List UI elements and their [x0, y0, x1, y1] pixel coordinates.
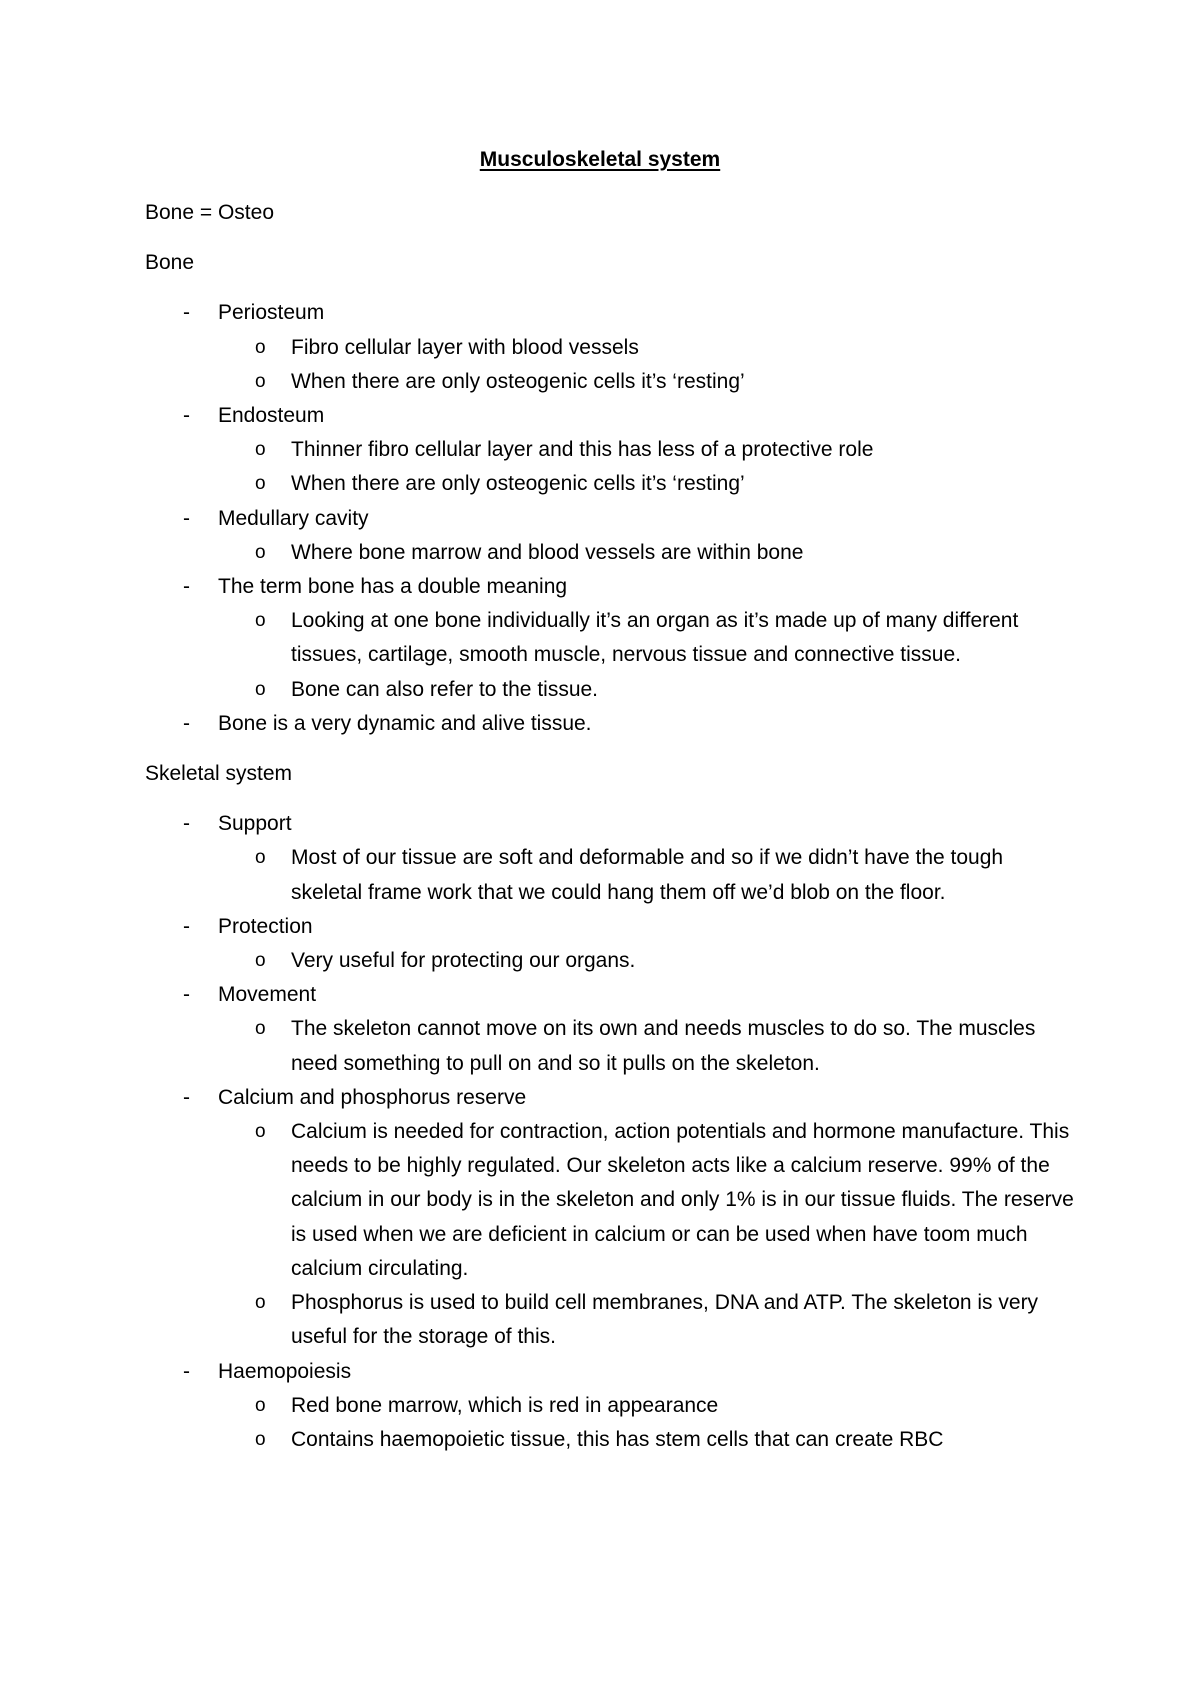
circle-bullet: o	[255, 370, 266, 392]
sub-list-item-text: Looking at one bone individually it’s an organ as it’s made up of many different tissues, cartilage, smooth muscle, nervous tissue and connective tissue.	[291, 609, 1019, 667]
sub-list-item	[218, 1115, 1075, 1286]
document-body	[145, 196, 1075, 1473]
dash-bullet: -	[183, 506, 190, 530]
sub-list-item-text: Bone can also refer to the tissue.	[291, 677, 599, 701]
sub-list-item-text: The skeleton cannot move on its own and needs muscles to do so. The muscles need something to pull on and so it pulls on the skeleton.	[291, 1017, 1036, 1075]
sub-list-item-text: Contains haemopoietic tissue, this has stem cells that can create RBC	[291, 1427, 944, 1451]
section-heading: Skeletal system	[145, 762, 293, 786]
circle-bullet: o	[255, 439, 266, 461]
sub-list-item	[218, 1012, 1075, 1080]
section-heading: Bone	[145, 251, 195, 275]
sub-list	[218, 1012, 1075, 1080]
sub-list-item-text: Fibro cellular layer with blood vessels	[291, 335, 639, 359]
sub-list-item	[218, 604, 1075, 672]
circle-bullet: o	[255, 1121, 266, 1143]
sub-list	[218, 1115, 1075, 1354]
list-item-text: Bone is a very dynamic and alive tissue.	[218, 711, 592, 735]
circle-bullet: o	[255, 541, 266, 563]
sub-list-item-text: Where bone marrow and blood vessels are within bone	[291, 540, 804, 564]
sub-list	[218, 841, 1075, 909]
circle-bullet: o	[255, 473, 266, 495]
sub-list-item	[218, 673, 1075, 707]
sub-list	[218, 331, 1075, 399]
sub-list-item	[218, 1423, 1075, 1457]
list-item-text: Support	[218, 812, 292, 836]
circle-bullet: o	[255, 1292, 266, 1314]
sub-list-item	[218, 433, 1075, 467]
circle-bullet: o	[255, 847, 266, 869]
dash-bullet: -	[183, 404, 190, 428]
sub-list-item-text: Calcium is needed for contraction, action potentials and hormone manufacture. This needs to be highly regulated. Our skeleton acts like a calcium reserve. 99% of the calcium in our body is in the skeleton and only 1% is in our tissue fluids. The reserve is used when we are deficient in calcium or can be used when have toom much calcium circulating.	[291, 1120, 1074, 1280]
list-item-text: Endosteum	[218, 404, 325, 428]
sections-container	[145, 246, 1075, 1457]
sub-list	[218, 944, 1075, 978]
list-item	[145, 910, 1075, 978]
dash-bullet: -	[183, 301, 190, 325]
sub-list-item-text: When there are only osteogenic cells it’s ‘resting’	[291, 472, 745, 496]
sub-list-item	[218, 1286, 1075, 1354]
dash-bullet: -	[183, 1085, 190, 1109]
list-item	[145, 1081, 1075, 1355]
circle-bullet: o	[255, 610, 266, 632]
sub-list-item	[218, 331, 1075, 365]
list-item-text: Protection	[218, 914, 313, 938]
sub-list-item-text: Most of our tissue are soft and deformable and so if we didn’t have the tough skeletal frame work that we could hang them off we’d blob on the floor.	[291, 846, 1004, 904]
list-item	[145, 399, 1075, 502]
circle-bullet: o	[255, 1018, 266, 1040]
list-item	[145, 502, 1075, 570]
list-item-text: Haemopoiesis	[218, 1359, 352, 1383]
list-item	[145, 1355, 1075, 1458]
page-title: Musculoskeletal system	[479, 148, 721, 171]
list-item	[145, 570, 1075, 707]
section-list	[145, 807, 1075, 1457]
list-item-text: Movement	[218, 983, 317, 1007]
list-item-text: Calcium and phosphorus reserve	[218, 1085, 527, 1109]
circle-bullet: o	[255, 950, 266, 972]
list-item-text: Medullary cavity	[218, 506, 369, 530]
dash-bullet: -	[183, 812, 190, 836]
dash-bullet: -	[183, 1359, 190, 1383]
sub-list-item	[218, 841, 1075, 909]
sub-list-item-text: Very useful for protecting our organs.	[291, 949, 636, 973]
sub-list	[218, 433, 1075, 501]
list-item	[145, 978, 1075, 1081]
dash-bullet: -	[183, 575, 190, 599]
circle-bullet: o	[255, 336, 266, 358]
list-item	[145, 707, 1075, 741]
sub-list-item	[218, 467, 1075, 501]
circle-bullet: o	[255, 678, 266, 700]
circle-bullet: o	[255, 1428, 266, 1450]
sub-list	[218, 604, 1075, 707]
dash-bullet: -	[183, 711, 190, 735]
sub-list-item	[218, 536, 1075, 570]
sub-list-item	[218, 1389, 1075, 1423]
intro-line: Bone = Osteo	[145, 201, 275, 224]
list-item-text: Periosteum	[218, 301, 325, 325]
sub-list-item-text: Thinner fibro cellular layer and this has less of a protective role	[291, 438, 874, 462]
dash-bullet: -	[183, 914, 190, 938]
circle-bullet: o	[255, 1394, 266, 1416]
sub-list-item-text: Phosphorus is used to build cell membranes, DNA and ATP. The skeleton is very useful for the storage of this.	[291, 1291, 1039, 1349]
sub-list-item-text: Red bone marrow, which is red in appearance	[291, 1393, 719, 1417]
section-list	[145, 296, 1075, 741]
list-item-text: The term bone has a double meaning	[218, 575, 568, 599]
sub-list-item	[218, 365, 1075, 399]
list-item	[145, 296, 1075, 399]
sub-list-item-text: When there are only osteogenic cells it’s ‘resting’	[291, 369, 745, 393]
sub-list	[218, 536, 1075, 570]
list-item	[145, 807, 1075, 910]
sub-list-item	[218, 944, 1075, 978]
dash-bullet: -	[183, 983, 190, 1007]
sub-list	[218, 1389, 1075, 1457]
